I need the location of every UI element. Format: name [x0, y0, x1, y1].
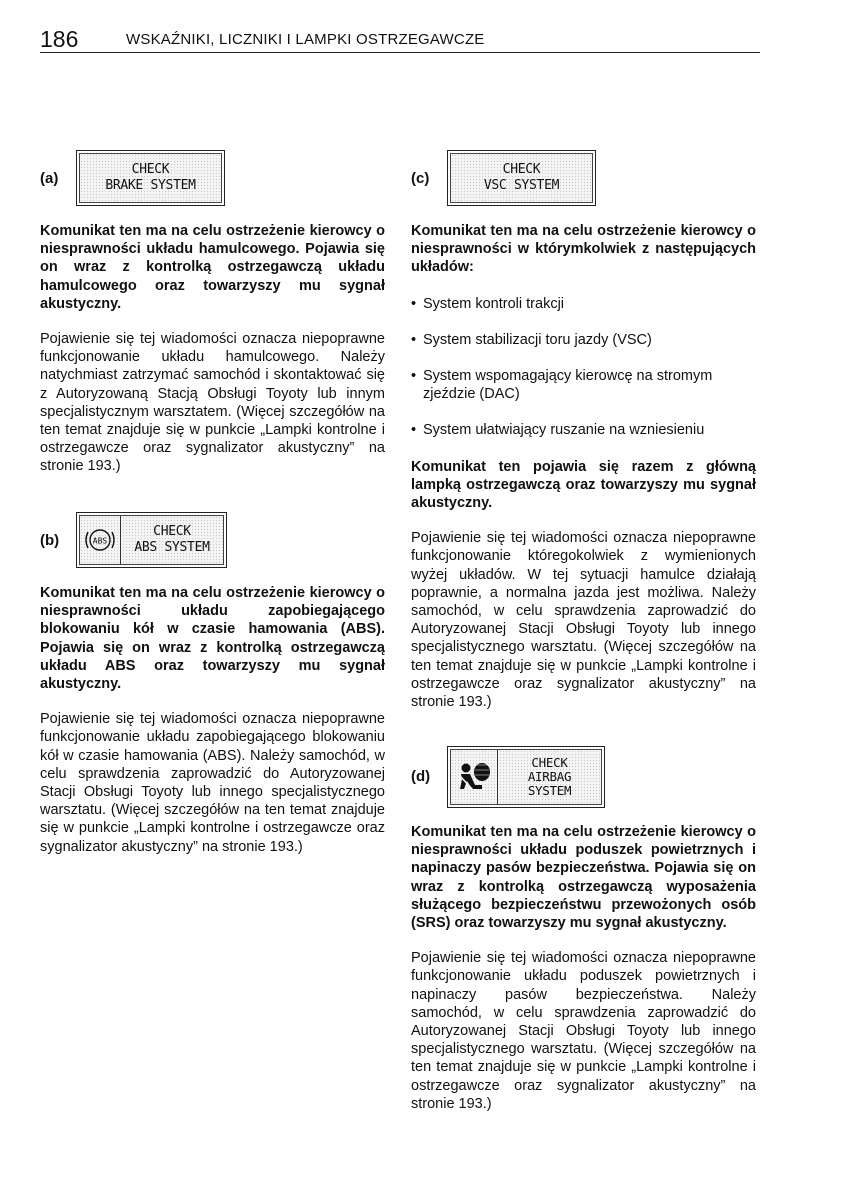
section-d-text: [411, 823, 756, 1113]
display-c-label: (c): [411, 170, 430, 187]
section-b-warning: Komunikat ten ma na celu ostrzeżenie kierowcy o niesprawności układu zapobiegającego blokowaniu kół w czasie hamowania (ABS). Pojawia się on wraz z kontrolką ostrzegawczą układu ABS oraz towarzyszy mu sygnał akustyczny.: [40, 585, 385, 693]
display-d-line3: SYSTEM: [527, 783, 572, 798]
display-b-line2: ABS SYSTEM: [134, 540, 210, 555]
list-item: • System ułatwiający ruszanie na wzniesieniu: [411, 421, 756, 439]
section-a-text: [40, 222, 385, 476]
svg-text:ABS: ABS: [92, 536, 108, 546]
section-d-body: Pojawienie się tej wiadomości oznacza niepoprawne funkcjonowanie układu poduszek powietrznych i napinaczy pasów bezpieczeństwa. Należy samochód, w celu sprawdzenia zaprowadzić do Autoryzowanej Stacji Obsługi Toyoty lub innego specjalistycznego warsztatu. (Więcej szczegółów na ten temat znajduje się w punkcie „Lampki kontrolne i ostrzegawcze oraz sygnalizator akustyczny” na stronie 193.): [411, 950, 756, 1112]
section-a-warning: Komunikat ten ma na celu ostrzeżenie kierowcy o niesprawności układu hamulcowego. Pojawia się on wraz z kontrolką ostrzegawczą układu hamulcowego oraz towarzyszy mu sygnał akustyczny.: [40, 223, 385, 312]
display-c-row: [411, 150, 611, 208]
section-d-warning: Komunikat ten ma na celu ostrzeżenie kierowcy o niesprawności układu poduszek powietrznych i napinaczy pasów bezpieczeństwa. Pojawia się on wraz z kontrolką ostrzegawczą wyposażenia służącego bezpieczeństwu przewożonych osób (SRS) oraz towarzyszy mu sygnał akustyczny.: [411, 824, 756, 932]
list-item: • System kontroli trakcji: [411, 295, 756, 313]
airbag-icon: [451, 750, 498, 804]
abs-icon: [80, 516, 121, 564]
display-a-line2: BRAKE SYSTEM: [105, 178, 196, 193]
display-c-line2: VSC SYSTEM: [483, 178, 560, 193]
display-check-airbag-system: [447, 746, 605, 808]
display-check-abs-system: [76, 512, 227, 568]
display-d-row: [411, 746, 611, 804]
list-item: • System wspomagający kierowcę na stromym zjeździe (DAC): [411, 367, 756, 403]
page-header: [40, 26, 760, 53]
list-item: • System stabilizacji toru jazdy (VSC): [411, 331, 756, 349]
section-c-warning-2: Komunikat ten pojawia się razem z główną lampką ostrzegawczą oraz towarzyszy mu sygnał akustyczny.: [411, 458, 756, 512]
section-c-warning: Komunikat ten ma na celu ostrzeżenie kierowcy o niesprawności w którymkolwiek z następujących układów:: [411, 223, 756, 276]
display-b-line1: CHECK: [153, 524, 191, 539]
display-d-line1: CHECK: [531, 755, 568, 770]
display-check-brake-system: [76, 150, 225, 206]
display-check-vsc-system: [447, 150, 596, 206]
display-d-line2: AIRBAG: [527, 769, 572, 784]
page-number: 186: [40, 26, 79, 52]
display-a-line1: CHECK: [131, 162, 170, 177]
chapter-title: WSKAŹNIKI, LICZNIKI I LAMPKI OSTRZEGAWCZE: [126, 31, 485, 48]
display-d-label: (d): [411, 768, 431, 785]
display-b-label: (b): [40, 532, 60, 549]
section-c-text: [411, 222, 756, 711]
display-a-row: [40, 150, 240, 208]
system-list: [411, 295, 756, 440]
display-a-label: (a): [40, 170, 59, 187]
display-b-row: [40, 512, 240, 570]
section-c-body: Pojawienie się tej wiadomości oznacza niepoprawne funkcjonowanie któregokolwiek z wymienionych wyżej układów. W tej sytuacji hamulce działają poprawnie, a normalna jazda jest możliwa. Należy samochód, w celu sprawdzenia zaprowadzić do Autoryzowanej Stacji Obsługi Toyoty lub innego specjalistycznego warsztatu. (Więcej szczegółów na ten temat znajduje się w punkcie „Lampki kontrolne i ostrzegawcze oraz sygnalizator akustyczny” na stronie 193.): [411, 530, 756, 711]
display-c-line1: CHECK: [502, 162, 541, 177]
section-b-body: Pojawienie się tej wiadomości oznacza niepoprawne funkcjonowanie układu zapobiegającego blokowaniu kół w czasie hamowania (ABS). Należy samochód, w celu sprawdzenia zaprowadzić do Autoryzowanej Stacji Obsługi Toyoty lub innego specjalistycznego warsztatu. (Więcej szczegółów na ten temat znajduje się w punkcie „Lampki kontrolne i ostrzegawcze oraz sygnalizator akustyczny” na stronie 193.): [40, 711, 385, 855]
section-a-body: Pojawienie się tej wiadomości oznacza niepoprawne funkcjonowanie układu hamulcowego. Należy natychmiast zatrzymać samochód i skontaktować się z Autoryzowaną Stacją Obsługi Toyoty lub innym specjalistycznym warsztatem. (Więcej szczegółów na ten temat znajduje się w punkcie „Lampki kontrolne i ostrzegawcze oraz sygnalizator akustyczny” na stronie 193.): [40, 331, 385, 475]
section-b-text: [40, 584, 385, 856]
